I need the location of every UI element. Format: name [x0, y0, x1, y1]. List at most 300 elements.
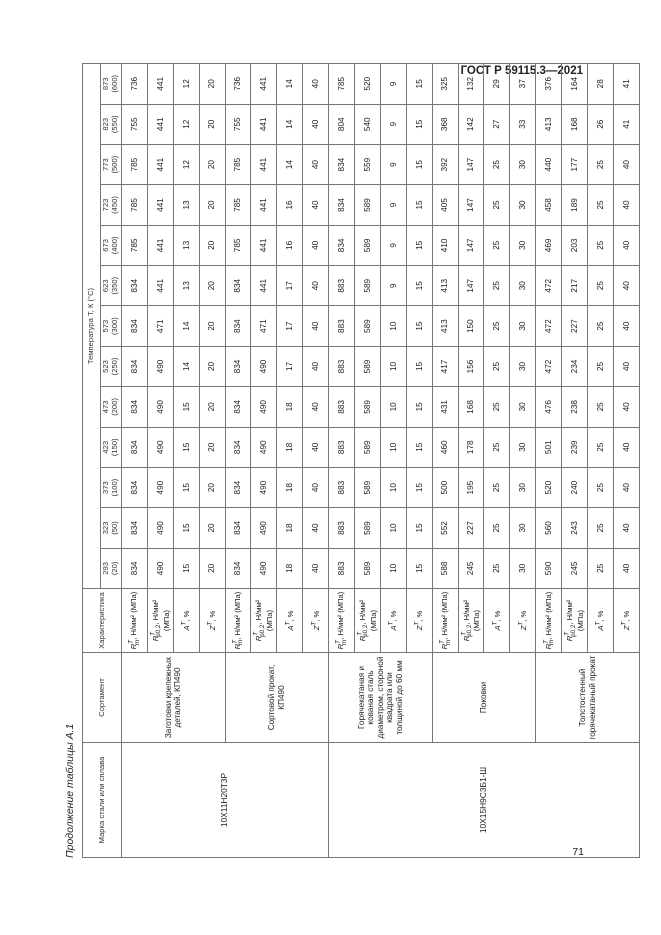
value-cell: 40 [613, 427, 639, 467]
value-cell: 25 [588, 427, 614, 467]
value-cell: 30 [510, 225, 536, 265]
value-cell: 883 [329, 266, 355, 306]
value-cell: 37 [510, 64, 536, 105]
value-cell: 25 [484, 427, 510, 467]
temperature-header-cell [101, 144, 122, 184]
value-cell: 25 [484, 185, 510, 225]
value-cell: 40 [303, 185, 329, 225]
value-cell: 834 [122, 387, 148, 427]
value-cell: 472 [536, 306, 562, 346]
temperature-kelvin: 293 [101, 562, 111, 575]
characteristic-cell: $A^T$, % [277, 589, 303, 653]
value-cell: 376 [536, 64, 562, 105]
characteristic-cell: $A^T$, % [484, 589, 510, 653]
value-cell: 18 [277, 508, 303, 548]
temperature-kelvin: 523 [101, 360, 111, 373]
value-cell: 471 [147, 306, 173, 346]
value-cell: 30 [510, 346, 536, 386]
value-cell: 9 [380, 266, 406, 306]
table-row [329, 64, 355, 858]
value-cell: 392 [432, 144, 458, 184]
value-cell: 476 [536, 387, 562, 427]
value-cell: 883 [329, 548, 355, 588]
value-cell: 458 [536, 185, 562, 225]
value-cell: 9 [380, 185, 406, 225]
value-cell: 472 [536, 346, 562, 386]
temperature-header-cell [101, 427, 122, 467]
value-cell: 785 [122, 225, 148, 265]
value-cell: 552 [432, 508, 458, 548]
value-cell: 17 [277, 346, 303, 386]
value-cell: 12 [173, 64, 199, 105]
value-cell: 14 [173, 306, 199, 346]
value-cell: 20 [199, 144, 225, 184]
value-cell: 490 [147, 467, 173, 507]
value-cell: 25 [588, 467, 614, 507]
value-cell: 243 [562, 508, 588, 548]
value-cell: 189 [562, 185, 588, 225]
temperature-kelvin: 423 [101, 440, 111, 454]
characteristic-cell: $R^T_m$, Н/мм² (МПа) [225, 589, 251, 653]
value-cell: 147 [458, 144, 484, 184]
value-cell: 490 [251, 346, 277, 386]
table-row [225, 64, 251, 858]
value-cell: 785 [329, 64, 355, 105]
value-cell: 14 [173, 346, 199, 386]
temperature-celsius: (600) [110, 74, 119, 93]
value-cell: 20 [199, 185, 225, 225]
value-cell: 804 [329, 104, 355, 144]
temperature-kelvin: 473 [101, 400, 111, 414]
table-row [122, 64, 148, 858]
value-cell: 490 [147, 387, 173, 427]
value-cell: 834 [225, 306, 251, 346]
value-cell: 490 [251, 387, 277, 427]
value-cell: 540 [355, 104, 381, 144]
value-cell: 10 [380, 548, 406, 588]
value-cell: 30 [510, 427, 536, 467]
value-cell: 490 [147, 346, 173, 386]
value-cell: 40 [303, 548, 329, 588]
value-cell: 40 [303, 225, 329, 265]
value-cell: 883 [329, 306, 355, 346]
value-cell: 150 [458, 306, 484, 346]
value-cell: 15 [173, 548, 199, 588]
value-cell: 834 [225, 548, 251, 588]
temperature-header-cell [101, 346, 122, 386]
value-cell: 589 [355, 346, 381, 386]
temperature-header-cell [101, 467, 122, 507]
value-cell: 441 [251, 185, 277, 225]
assortment-cell: Сортовой прокат, КП490 [225, 653, 329, 743]
temperature-celsius: (250) [110, 357, 119, 376]
assortment-cell: Толстостенный горячекатаный прокат [536, 653, 640, 743]
value-cell: 25 [484, 387, 510, 427]
value-cell: 14 [277, 144, 303, 184]
value-cell: 490 [251, 467, 277, 507]
temperature-celsius: (350) [110, 276, 119, 295]
value-cell: 589 [355, 548, 381, 588]
value-cell: 40 [613, 508, 639, 548]
value-cell: 16 [277, 185, 303, 225]
value-cell: 441 [251, 266, 277, 306]
table-row [536, 64, 562, 858]
value-cell: 560 [536, 508, 562, 548]
value-cell: 147 [458, 185, 484, 225]
value-cell: 834 [225, 346, 251, 386]
value-cell: 20 [199, 508, 225, 548]
value-cell: 15 [173, 467, 199, 507]
value-cell: 589 [355, 467, 381, 507]
value-cell: 25 [484, 225, 510, 265]
value-cell: 147 [458, 266, 484, 306]
value-cell: 490 [251, 508, 277, 548]
value-cell: 40 [613, 225, 639, 265]
value-cell: 834 [225, 427, 251, 467]
characteristic-cell: $R^T_m$, Н/мм² (МПа) [329, 589, 355, 653]
value-cell: 417 [432, 346, 458, 386]
value-cell: 15 [406, 144, 432, 184]
value-cell: 559 [355, 144, 381, 184]
value-cell: 883 [329, 427, 355, 467]
value-cell: 883 [329, 508, 355, 548]
properties-table [82, 63, 640, 858]
value-cell: 164 [562, 64, 588, 105]
value-cell: 40 [613, 387, 639, 427]
temperature-column-header: Температура T, К (°С) [83, 64, 101, 589]
value-cell: 13 [173, 266, 199, 306]
table-caption: Продолжение таблицы А.1 [64, 723, 76, 858]
temperature-header-cell [101, 225, 122, 265]
value-cell: 40 [303, 427, 329, 467]
value-cell: 40 [303, 508, 329, 548]
value-cell: 40 [613, 306, 639, 346]
value-cell: 40 [303, 306, 329, 346]
value-cell: 40 [613, 185, 639, 225]
value-cell: 234 [562, 346, 588, 386]
characteristic-cell: $R^T_{p0,2}$, Н/мм² (МПа) [562, 589, 588, 653]
temperature-kelvin: 723 [101, 198, 111, 212]
value-cell: 834 [122, 306, 148, 346]
value-cell: 413 [432, 306, 458, 346]
value-cell: 30 [510, 306, 536, 346]
value-cell: 755 [225, 104, 251, 144]
value-cell: 25 [588, 387, 614, 427]
value-cell: 20 [199, 225, 225, 265]
document-code: ГОСТ Р 59115.3—2021 [460, 65, 583, 77]
temperature-header-cell [101, 306, 122, 346]
value-cell: 25 [484, 266, 510, 306]
value-cell: 834 [122, 467, 148, 507]
value-cell: 20 [199, 467, 225, 507]
value-cell: 785 [225, 225, 251, 265]
temperature-header-cell [101, 64, 122, 105]
value-cell: 441 [147, 64, 173, 105]
temperature-celsius: (550) [110, 115, 119, 134]
value-cell: 325 [432, 64, 458, 105]
value-cell: 15 [406, 266, 432, 306]
value-cell: 227 [562, 306, 588, 346]
value-cell: 590 [536, 548, 562, 588]
value-cell: 13 [173, 185, 199, 225]
temperature-celsius: (500) [110, 155, 119, 174]
value-cell: 240 [562, 467, 588, 507]
value-cell: 589 [355, 266, 381, 306]
temperature-kelvin: 623 [101, 279, 111, 293]
characteristic-cell: $A^T$, % [588, 589, 614, 653]
value-cell: 18 [277, 467, 303, 507]
table-body [122, 64, 640, 858]
steel-grade-cell: 10Х15Н9С3Б1-Ш [329, 743, 640, 858]
value-cell: 25 [588, 508, 614, 548]
value-cell: 520 [355, 64, 381, 105]
value-cell: 10 [380, 306, 406, 346]
value-cell: 834 [122, 346, 148, 386]
value-cell: 17 [277, 306, 303, 346]
value-cell: 469 [536, 225, 562, 265]
steel-grade-cell: 10Х11Н20Т3Р [122, 743, 329, 858]
value-cell: 25 [484, 306, 510, 346]
value-cell: 471 [251, 306, 277, 346]
value-cell: 501 [536, 427, 562, 467]
value-cell: 40 [303, 104, 329, 144]
value-cell: 168 [458, 387, 484, 427]
value-cell: 25 [588, 548, 614, 588]
value-cell: 834 [329, 225, 355, 265]
rotated-table-region [60, 63, 632, 858]
value-cell: 142 [458, 104, 484, 144]
characteristic-cell: $R^T_{p0,2}$, Н/мм² (МПа) [251, 589, 277, 653]
assortment-cell: Заготовки крепежных деталей, КП490 [122, 653, 226, 743]
value-cell: 30 [510, 467, 536, 507]
value-cell: 25 [484, 548, 510, 588]
value-cell: 20 [199, 427, 225, 467]
value-cell: 15 [406, 508, 432, 548]
value-cell: 40 [613, 467, 639, 507]
value-cell: 10 [380, 427, 406, 467]
value-cell: 245 [458, 548, 484, 588]
value-cell: 431 [432, 387, 458, 427]
value-cell: 15 [406, 467, 432, 507]
characteristic-cell: $R^T_{p0,2}$, Н/мм² (МПа) [458, 589, 484, 653]
value-cell: 589 [355, 427, 381, 467]
characteristic-cell: $Z^T$, % [303, 589, 329, 653]
characteristic-cell: $R^T_{p0,2}$, Н/мм² (МПа) [147, 589, 173, 653]
value-cell: 490 [147, 548, 173, 588]
table-row [432, 64, 458, 858]
value-cell: 520 [536, 467, 562, 507]
value-cell: 460 [432, 427, 458, 467]
value-cell: 588 [432, 548, 458, 588]
value-cell: 410 [432, 225, 458, 265]
value-cell: 40 [303, 64, 329, 105]
value-cell: 10 [380, 387, 406, 427]
temperature-kelvin: 323 [101, 521, 111, 535]
value-cell: 168 [562, 104, 588, 144]
value-cell: 27 [484, 104, 510, 144]
value-cell: 14 [277, 64, 303, 105]
value-cell: 25 [588, 346, 614, 386]
temperature-header-cell [101, 185, 122, 225]
value-cell: 441 [251, 144, 277, 184]
temperature-celsius: (100) [110, 478, 119, 497]
value-cell: 195 [458, 467, 484, 507]
value-cell: 589 [355, 387, 381, 427]
value-cell: 9 [380, 104, 406, 144]
value-cell: 15 [406, 306, 432, 346]
value-cell: 227 [458, 508, 484, 548]
assortment-cell: Горячекатаная и кованая сталь диаметром, стороной квадрата или толщиной до 60 мм [329, 653, 433, 743]
value-cell: 25 [588, 144, 614, 184]
value-cell: 41 [613, 64, 639, 105]
value-cell: 10 [380, 467, 406, 507]
value-cell: 30 [510, 387, 536, 427]
value-cell: 15 [406, 104, 432, 144]
temperature-celsius: (150) [110, 438, 119, 457]
value-cell: 405 [432, 185, 458, 225]
temperature-kelvin: 773 [101, 158, 111, 171]
assortment-cell: Поковки [432, 653, 536, 743]
temperature-header-cell [101, 266, 122, 306]
temperature-kelvin: 873 [101, 77, 111, 91]
value-cell: 15 [173, 508, 199, 548]
page-number: 71 [572, 846, 584, 858]
value-cell: 441 [251, 104, 277, 144]
value-cell: 834 [225, 387, 251, 427]
value-cell: 25 [484, 144, 510, 184]
value-cell: 441 [147, 144, 173, 184]
temperature-kelvin: 373 [101, 481, 111, 494]
temperature-kelvin: 673 [101, 239, 111, 252]
value-cell: 589 [355, 306, 381, 346]
value-cell: 834 [329, 185, 355, 225]
grade-column-header: Марка стали или сплава [83, 743, 122, 858]
value-cell: 25 [484, 508, 510, 548]
characteristic-cell: $Z^T$, % [199, 589, 225, 653]
value-cell: 20 [199, 266, 225, 306]
value-cell: 25 [588, 306, 614, 346]
value-cell: 30 [510, 548, 536, 588]
characteristic-cell: $R^T_{p0,2}$, Н/мм² (МПа) [355, 589, 381, 653]
assortment-column-header: Сортамент [83, 653, 122, 743]
value-cell: 9 [380, 144, 406, 184]
value-cell: 239 [562, 427, 588, 467]
value-cell: 785 [122, 185, 148, 225]
value-cell: 217 [562, 266, 588, 306]
value-cell: 589 [355, 225, 381, 265]
value-cell: 15 [406, 548, 432, 588]
value-cell: 20 [199, 306, 225, 346]
value-cell: 834 [122, 266, 148, 306]
value-cell: 490 [147, 427, 173, 467]
value-cell: 9 [380, 225, 406, 265]
value-cell: 26 [588, 104, 614, 144]
value-cell: 834 [122, 548, 148, 588]
value-cell: 41 [613, 104, 639, 144]
temperature-celsius: (200) [110, 398, 119, 416]
value-cell: 20 [199, 387, 225, 427]
value-cell: 15 [406, 225, 432, 265]
characteristic-cell: $R^T_m$, Н/мм² (МПа) [536, 589, 562, 653]
value-cell: 14 [277, 104, 303, 144]
value-cell: 18 [277, 387, 303, 427]
temperature-header-cell [101, 548, 122, 588]
value-cell: 40 [613, 346, 639, 386]
value-cell: 18 [277, 548, 303, 588]
value-cell: 28 [588, 64, 614, 105]
temperature-celsius: (50) [110, 521, 119, 535]
value-cell: 441 [147, 104, 173, 144]
temperature-celsius: (20) [110, 561, 119, 576]
value-cell: 15 [173, 427, 199, 467]
value-cell: 785 [225, 185, 251, 225]
value-cell: 834 [225, 266, 251, 306]
value-cell: 30 [510, 144, 536, 184]
value-cell: 40 [303, 266, 329, 306]
value-cell: 755 [122, 104, 148, 144]
value-cell: 490 [147, 508, 173, 548]
value-cell: 15 [406, 387, 432, 427]
value-cell: 25 [484, 346, 510, 386]
value-cell: 29 [484, 64, 510, 105]
value-cell: 15 [406, 64, 432, 105]
value-cell: 30 [510, 266, 536, 306]
temperature-header-cell [101, 508, 122, 548]
value-cell: 156 [458, 346, 484, 386]
value-cell: 736 [225, 64, 251, 105]
value-cell: 15 [173, 387, 199, 427]
value-cell: 441 [251, 225, 277, 265]
temperature-header-cell [101, 104, 122, 144]
value-cell: 18 [277, 427, 303, 467]
value-cell: 15 [406, 185, 432, 225]
value-cell: 883 [329, 387, 355, 427]
value-cell: 883 [329, 467, 355, 507]
value-cell: 15 [406, 427, 432, 467]
value-cell: 20 [199, 64, 225, 105]
value-cell: 25 [484, 467, 510, 507]
value-cell: 40 [303, 144, 329, 184]
value-cell: 16 [277, 225, 303, 265]
characteristic-cell: $A^T$, % [380, 589, 406, 653]
characteristic-cell: $A^T$, % [173, 589, 199, 653]
value-cell: 500 [432, 467, 458, 507]
temperature-kelvin: 573 [101, 319, 111, 333]
value-cell: 368 [432, 104, 458, 144]
value-cell: 40 [303, 467, 329, 507]
value-cell: 25 [588, 225, 614, 265]
value-cell: 441 [147, 266, 173, 306]
characteristic-cell: $Z^T$, % [510, 589, 536, 653]
characteristic-column-header: Характеристика [83, 589, 122, 653]
value-cell: 40 [613, 144, 639, 184]
temperature-celsius: (450) [110, 196, 119, 214]
characteristic-cell: $R^T_m$, Н/мм² (МПа) [432, 589, 458, 653]
value-cell: 589 [355, 185, 381, 225]
value-cell: 40 [303, 387, 329, 427]
value-cell: 20 [199, 548, 225, 588]
value-cell: 17 [277, 266, 303, 306]
value-cell: 132 [458, 64, 484, 105]
value-cell: 834 [122, 508, 148, 548]
value-cell: 10 [380, 508, 406, 548]
value-cell: 834 [225, 467, 251, 507]
temperature-celsius: (400) [110, 236, 119, 255]
value-cell: 589 [355, 508, 381, 548]
value-cell: 834 [225, 508, 251, 548]
value-cell: 10 [380, 346, 406, 386]
temperature-kelvin: 823 [101, 117, 111, 131]
